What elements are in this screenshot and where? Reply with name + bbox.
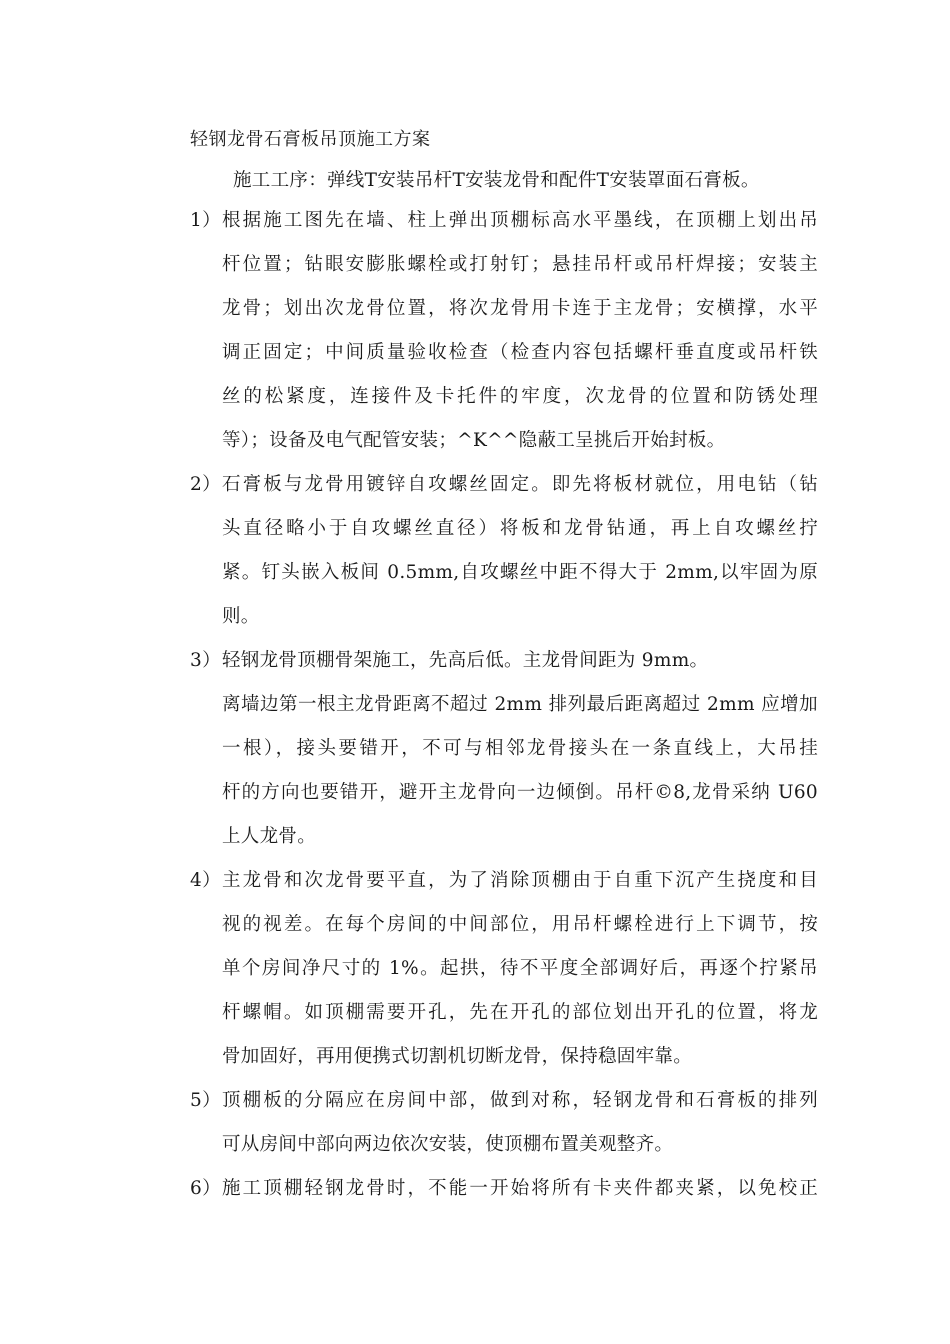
item-line: 视的视差。在每个房间的中间部位，用吊杆螺栓进行上下调节，按 xyxy=(222,914,818,935)
item-line: 离墙边第一根主龙骨距离不超过 2mm 排列最后距离超过 2mm 应增加 xyxy=(222,694,818,715)
item-line: 一根），接头要错开，不可与相邻龙骨接头在一条直线上，大吊挂 xyxy=(222,738,818,759)
item-line: 石膏板与龙骨用镀锌自攻螺丝固定。即先将板材就位，用电钻（钻 xyxy=(222,474,818,495)
item-line: 杆螺帽。如顶棚需要开孔，先在开孔的部位划出开孔的位置，将龙 xyxy=(222,1002,818,1023)
item-line: 可从房间中部向两边依次安装，使顶棚布置美观整齐。 xyxy=(222,1134,674,1155)
item-line: 则。 xyxy=(222,606,260,627)
item-number: 6） xyxy=(190,1178,221,1199)
procedure-text: 施工工序：弹线T安装吊杆T安装龙骨和配件T安装罩面石膏板。 xyxy=(233,170,760,191)
document-title: 轻钢龙骨石膏板吊顶施工方案 xyxy=(190,129,431,150)
item-number: 2） xyxy=(190,474,221,495)
item-line: 主龙骨和次龙骨要平直，为了消除顶棚由于自重下沉产生挠度和目 xyxy=(222,870,818,891)
item-line: 上人龙骨。 xyxy=(222,826,317,847)
item-number: 5） xyxy=(190,1090,221,1111)
item-line: 等）；设备及电气配管安装；^K^^隐蔽工呈挑后开始封板。 xyxy=(222,430,726,451)
item-line: 头直径略小于自攻螺丝直径）将板和龙骨钻通，再上自攻螺丝拧 xyxy=(222,518,818,539)
item-number: 4） xyxy=(190,870,221,891)
item-line: 紧。钉头嵌入板间 0.5mm,自攻螺丝中距不得大于 2mm,以牢固为原 xyxy=(222,562,818,583)
item-number: 1） xyxy=(190,210,221,231)
item-line: 骨加固好，再用便携式切割机切断龙骨，保持稳固牢靠。 xyxy=(222,1046,693,1067)
item-line: 龙骨；划出次龙骨位置，将次龙骨用卡连于主龙骨；安横撑，水平 xyxy=(222,298,818,319)
item-line: 杆的方向也要错开，避开主龙骨向一边倾倒。吊杆©8,龙骨采纳 U60 xyxy=(222,782,818,803)
item-line: 顶棚板的分隔应在房间中部，做到对称，轻钢龙骨和石膏板的排列 xyxy=(222,1090,818,1111)
item-line: 轻钢龙骨顶棚骨架施工，先高后低。主龙骨间距为 9mm。 xyxy=(222,650,709,671)
item-line: 丝的松紧度，连接件及卡托件的牢度，次龙骨的位置和防锈处理 xyxy=(222,386,818,407)
item-line: 单个房间净尺寸的 1%。起拱，待不平度全部调好后，再逐个拧紧吊 xyxy=(222,958,818,979)
item-number: 3） xyxy=(190,650,221,671)
item-line: 调正固定；中间质量验收检查（检查内容包括螺杆垂直度或吊杆铁 xyxy=(222,342,818,363)
item-line: 根据施工图先在墙、柱上弹出顶棚标高水平墨线，在顶棚上划出吊 xyxy=(222,210,818,231)
item-line: 施工顶棚轻钢龙骨时，不能一开始将所有卡夹件都夹紧，以免校正 xyxy=(222,1178,818,1199)
item-line: 杆位置；钻眼安膨胀螺栓或打射钉；悬挂吊杆或吊杆焊接；安装主 xyxy=(222,254,818,275)
